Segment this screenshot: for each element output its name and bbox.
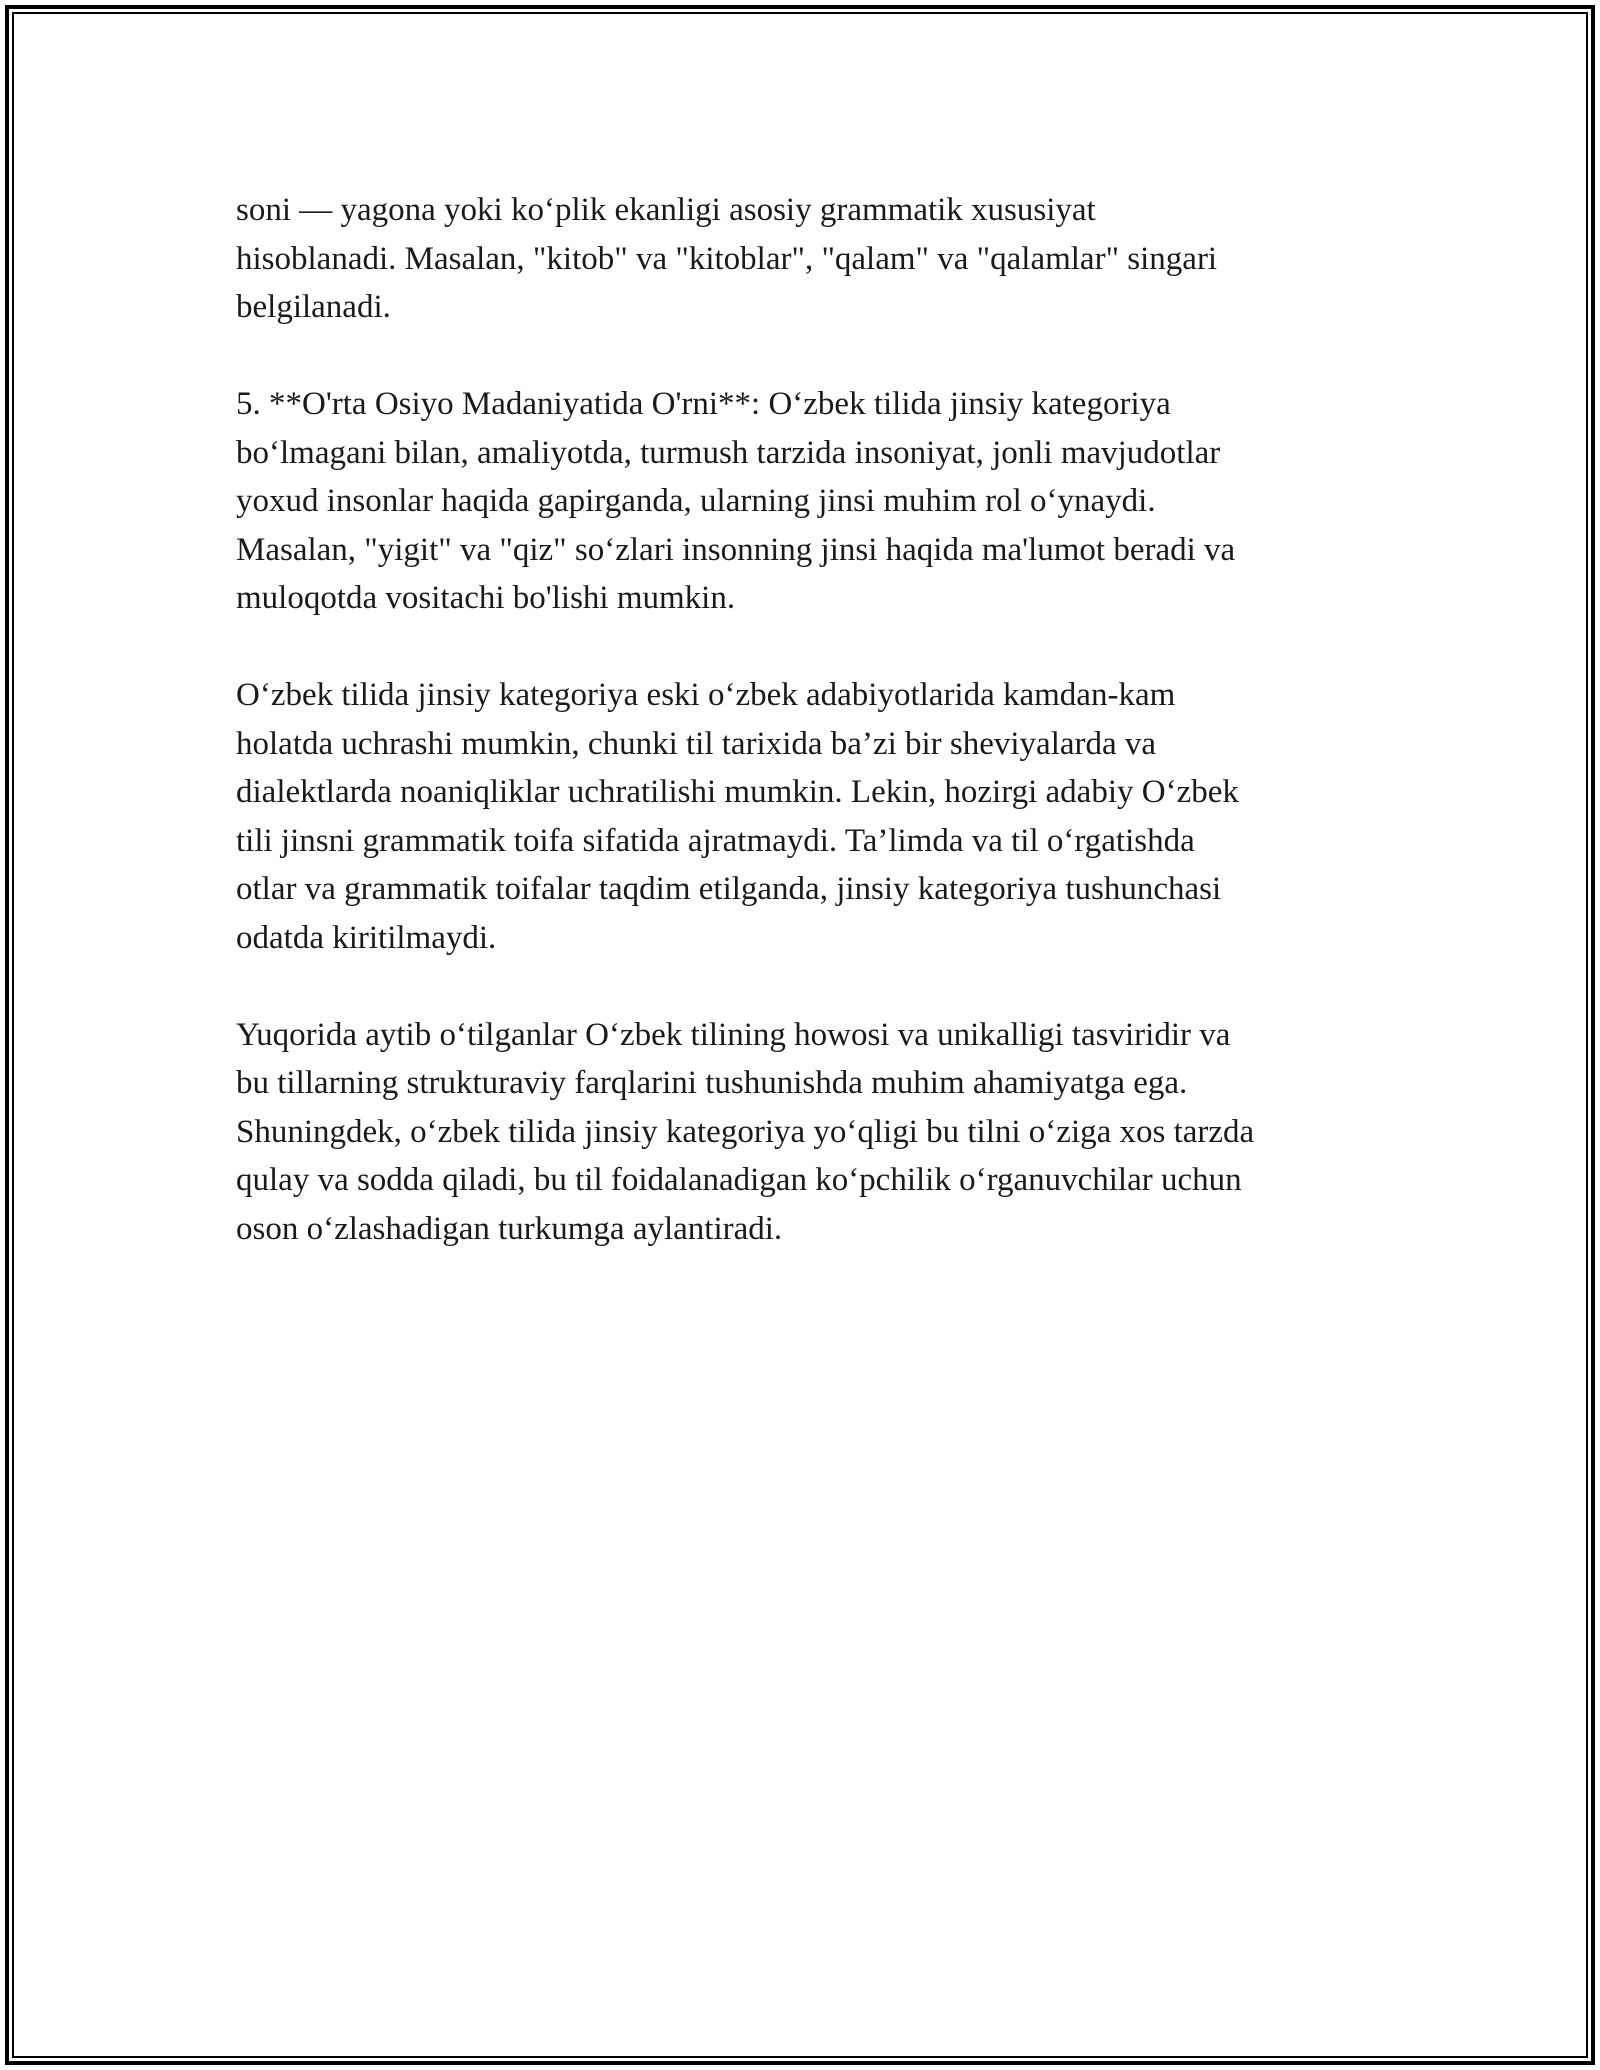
- paragraph-conclusion: Yuqorida aytib oʻtilganlar Oʻzbek tilining howosi va unikalligi tasviridir va bu tillarning strukturaviy farqlarini tushunishda muhim ahamiyatga ega. Shuningdek, oʻzbek tilida jinsiy kategoriya yoʻqligi bu tilni oʻziga xos tarzda qulay va sodda qiladi, bu til foidalanadigan koʻpchilik oʻrganuvchilar uchun oson oʻzlashadigan turkumga aylantiradi.: [236, 1016, 1255, 1247]
- paragraph-central-asian-culture: 5. **O'rta Osiyo Madaniyatida O'rni**: Oʻzbek tilida jinsiy kategoriya boʻlmagani bilan, amaliyotda, turmush tarzida insoniyat, jonli mavjudotlar yoxud insonlar haqida gapirganda, ularning jinsi muhim rol oʻynaydi. Masalan, "yigit" va "qiz" soʻzlari insonning jinsi haqida ma'lumot beradi va muloqotda vositachi bo'lishi mumkin.: [236, 386, 1236, 616]
- document-body: [236, 186, 1386, 1302]
- paragraph-literature-history: Oʻzbek tilida jinsiy kategoriya eski oʻzbek adabiyotlarida kamdan-kam holatda uchrashi mumkin, chunki til tarixida ba’zi bir sheviyalarda va dialektlarda noaniqliklar uchratilishi mumkin. Lekin, hozirgi adabiy Oʻzbek tili jinsni grammatik toifa sifatida ajratmaydi. Ta’limda va til oʻrgatishda otlar va grammatik toifalar taqdim etilganda, jinsiy kategoriya tushunchasi odatda kiritilmaydi.: [236, 677, 1239, 956]
- paragraph-noun-number: soni — yagona yoki koʻplik ekanligi asosiy grammatik xususiyat hisoblanadi. Masalan, "kitob" va "kitoblar", "qalam" va "qalamlar" singari belgilanadi.: [236, 192, 1218, 325]
